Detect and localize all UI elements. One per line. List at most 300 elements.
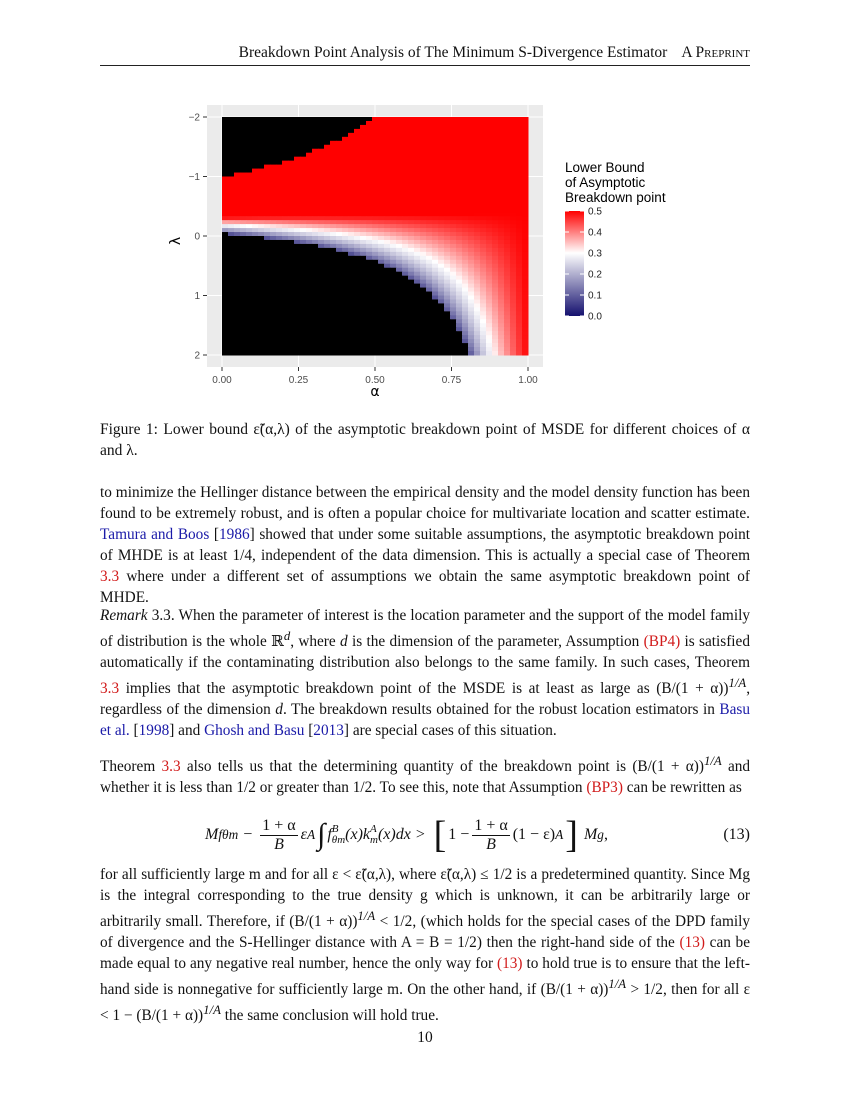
heatmap-cell <box>228 240 235 244</box>
heatmap-cell <box>498 248 505 252</box>
heatmap-cell <box>504 161 511 165</box>
heatmap-cell <box>246 311 253 315</box>
heatmap-cell <box>510 307 517 311</box>
heatmap-cell <box>318 288 325 292</box>
heatmap-cell <box>504 288 511 292</box>
heatmap-cell <box>498 315 505 319</box>
citation-tamura-boos[interactable]: Tamura and Boos <box>100 526 210 543</box>
heatmap-cell <box>468 323 475 327</box>
heatmap-cell <box>474 137 481 141</box>
heatmap-cell <box>372 323 379 327</box>
citation-ghosh-basu-year[interactable]: 2013 <box>313 722 344 740</box>
heatmap-cell <box>294 323 301 327</box>
heatmap-cell <box>498 133 505 137</box>
heatmap-cell <box>402 129 409 133</box>
heatmap-cell <box>300 117 307 121</box>
heatmap-cell <box>372 335 379 339</box>
heatmap-cell <box>474 177 481 181</box>
heatmap-cell <box>420 351 427 355</box>
heatmap-cell <box>306 292 313 296</box>
heatmap-cell <box>384 339 391 343</box>
heatmap-cell <box>252 260 259 264</box>
heatmap-cell <box>402 351 409 355</box>
ref-equation-13[interactable]: (13) <box>679 934 705 952</box>
heatmap-cell <box>264 133 271 137</box>
heatmap-cell <box>468 252 475 256</box>
heatmap-cell <box>474 196 481 200</box>
heatmap-cell <box>426 236 433 240</box>
heatmap-cell <box>276 252 283 256</box>
heatmap-cell <box>468 303 475 307</box>
heatmap-cell <box>294 216 301 220</box>
heatmap-cell <box>522 351 529 355</box>
heatmap-cell <box>492 157 499 161</box>
heatmap-cell <box>408 133 415 137</box>
heatmap-cell <box>420 196 427 200</box>
heatmap-cell <box>396 307 403 311</box>
heatmap-cell <box>372 129 379 133</box>
heatmap-cell <box>450 351 457 355</box>
heatmap-cell <box>228 339 235 343</box>
heatmap-cell <box>330 296 337 300</box>
heatmap-cell <box>384 260 391 264</box>
heatmap-cell <box>342 149 349 153</box>
heatmap-cell <box>378 161 385 165</box>
heatmap-cell <box>414 228 421 232</box>
citation-basu[interactable]: Basu et al. <box>100 701 751 740</box>
heatmap-cell <box>336 351 343 355</box>
heatmap-cell <box>318 161 325 165</box>
heatmap-cell <box>222 323 229 327</box>
heatmap-cell <box>264 268 271 272</box>
heatmap-cell <box>348 232 355 236</box>
heatmap-cell <box>288 184 295 188</box>
heatmap-cell <box>282 200 289 204</box>
heatmap-cell <box>294 299 301 303</box>
heatmap-cell <box>312 220 319 224</box>
heatmap-cell <box>324 268 331 272</box>
heatmap-cell <box>360 248 367 252</box>
heatmap-cell <box>276 260 283 264</box>
heatmap-cell <box>318 299 325 303</box>
heatmap-cell <box>492 351 499 355</box>
heatmap-cell <box>486 343 493 347</box>
heatmap-cell <box>312 343 319 347</box>
heatmap-cell <box>462 299 469 303</box>
heatmap-cell <box>342 188 349 192</box>
heatmap-cell <box>282 125 289 129</box>
heatmap-cell <box>246 177 253 181</box>
heatmap-cell <box>468 244 475 248</box>
heatmap-cell <box>474 180 481 184</box>
heatmap-cell <box>366 335 373 339</box>
legend-tick-label: 0.5 <box>588 206 602 218</box>
heatmap-cell <box>318 335 325 339</box>
heatmap-cell <box>330 272 337 276</box>
heatmap-cell <box>396 196 403 200</box>
heatmap-cell <box>456 276 463 280</box>
heatmap-cell <box>360 319 367 323</box>
heatmap-cell <box>342 272 349 276</box>
heatmap-cell <box>414 165 421 169</box>
heatmap-cell <box>324 339 331 343</box>
ref-assumption-bp4[interactable]: (BP4) <box>643 633 681 651</box>
heatmap-cell <box>468 315 475 319</box>
heatmap-cell <box>414 248 421 252</box>
heatmap-cell <box>480 196 487 200</box>
heatmap-cell <box>396 315 403 319</box>
heatmap-cell <box>444 284 451 288</box>
heatmap-cell <box>510 339 517 343</box>
heatmap-cell <box>396 256 403 260</box>
heatmap-cell <box>396 149 403 153</box>
heatmap-cell <box>342 129 349 133</box>
ref-assumption-bp3[interactable]: (BP3) <box>586 779 623 797</box>
heatmap-cell <box>282 177 289 181</box>
heatmap-cell <box>240 180 247 184</box>
heatmap-cell <box>240 268 247 272</box>
superscript-1-over-a: 1/A <box>703 754 722 768</box>
heatmap-cell <box>384 327 391 331</box>
heatmap-cell <box>306 177 313 181</box>
heatmap-cell <box>288 161 295 165</box>
heatmap-cell <box>492 319 499 323</box>
heatmap-cell <box>450 299 457 303</box>
heatmap-cell <box>234 200 241 204</box>
heatmap-cell <box>414 323 421 327</box>
heatmap-cell <box>438 141 445 145</box>
heatmap-cell <box>330 343 337 347</box>
heatmap-cell <box>342 180 349 184</box>
heatmap-cell <box>246 252 253 256</box>
heatmap-cell <box>474 121 481 125</box>
heatmap-cell <box>468 204 475 208</box>
heatmap-cell <box>360 331 367 335</box>
heatmap-cell <box>330 292 337 296</box>
eq-symbol: , <box>603 826 608 843</box>
heatmap-cell <box>372 343 379 347</box>
heatmap-cell <box>348 216 355 220</box>
heatmap-cell <box>336 335 343 339</box>
heatmap-cell <box>420 204 427 208</box>
heatmap-cell <box>300 196 307 200</box>
heatmap-cell <box>222 244 229 248</box>
heatmap-cell <box>420 220 427 224</box>
heatmap-cell <box>300 284 307 288</box>
heatmap-cell <box>246 180 253 184</box>
heatmap-cell <box>228 272 235 276</box>
heatmap-cell <box>318 200 325 204</box>
heatmap-cell <box>348 192 355 196</box>
heatmap-cell <box>426 200 433 204</box>
heatmap-cell <box>522 252 529 256</box>
heatmap-cell <box>468 192 475 196</box>
heatmap-cell <box>408 307 415 311</box>
heatmap-cell <box>282 240 289 244</box>
heatmap-cell <box>408 236 415 240</box>
heatmap-cell <box>402 169 409 173</box>
heatmap-cell <box>330 288 337 292</box>
heatmap-cell <box>408 339 415 343</box>
heatmap-cell <box>516 149 523 153</box>
remark-text: . The breakdown results obtained for the robust location estimators in <box>282 701 715 719</box>
heatmap-cell <box>396 311 403 315</box>
heatmap-cell <box>414 244 421 248</box>
heatmap-cell <box>498 347 505 351</box>
heatmap-cell <box>390 315 397 319</box>
heatmap-cell <box>234 272 241 276</box>
heatmap-cell <box>240 117 247 121</box>
heatmap-cell <box>504 157 511 161</box>
heatmap-cell <box>282 339 289 343</box>
heatmap-cell <box>504 232 511 236</box>
heatmap-cell <box>276 224 283 228</box>
heatmap-cell <box>330 315 337 319</box>
heatmap-cell <box>408 212 415 216</box>
heatmap-cell <box>498 252 505 256</box>
heatmap-cell <box>264 260 271 264</box>
heatmap-cell <box>438 335 445 339</box>
heatmap-cell <box>378 240 385 244</box>
heatmap-cell <box>276 343 283 347</box>
heatmap-cell <box>258 169 265 173</box>
heatmap-cell <box>270 133 277 137</box>
heatmap-cell <box>348 117 355 121</box>
heatmap-cell <box>372 264 379 268</box>
heatmap-cell <box>498 232 505 236</box>
heatmap-cell <box>438 315 445 319</box>
heatmap-cell <box>306 232 313 236</box>
heatmap-cell <box>294 180 301 184</box>
eq-superscript: A <box>306 827 316 842</box>
citation-basu-year[interactable]: 1998 <box>138 722 170 740</box>
heatmap-cell <box>258 292 265 296</box>
heatmap-cell <box>306 165 313 169</box>
heatmap-cell <box>450 331 457 335</box>
heatmap-cell <box>486 184 493 188</box>
heatmap-cell <box>492 307 499 311</box>
heatmap-cell <box>432 296 439 300</box>
heatmap-cell <box>420 311 427 315</box>
heatmap-cell <box>402 216 409 220</box>
heatmap-cell <box>306 276 313 280</box>
heatmap-cell <box>462 133 469 137</box>
heatmap-cell <box>360 184 367 188</box>
heatmap-cell <box>324 224 331 228</box>
heatmap-cell <box>504 327 511 331</box>
heatmap-cell <box>378 212 385 216</box>
heatmap-cell <box>378 165 385 169</box>
heatmap-cell <box>462 327 469 331</box>
heatmap-cell <box>240 272 247 276</box>
heatmap-cell <box>354 137 361 141</box>
heatmap-cell <box>390 288 397 292</box>
citation-tamura-boos-year[interactable]: 1986 <box>219 526 250 543</box>
heatmap-cell <box>474 327 481 331</box>
heatmap-cell <box>510 192 517 196</box>
heatmap-cell <box>444 280 451 284</box>
heatmap-cell <box>420 208 427 212</box>
heatmap-cell <box>312 280 319 284</box>
heatmap-cell <box>318 303 325 307</box>
heatmap-cell <box>240 129 247 133</box>
heatmap-cell <box>462 323 469 327</box>
heatmap-cell <box>366 169 373 173</box>
heatmap-cell <box>486 339 493 343</box>
heatmap-cell <box>360 296 367 300</box>
heatmap-cell <box>432 327 439 331</box>
heatmap-cell <box>468 153 475 157</box>
ref-theorem-3-3[interactable]: 3.3 <box>100 680 120 698</box>
heatmap-cell <box>366 161 373 165</box>
heatmap-cell <box>306 335 313 339</box>
heatmap-cell <box>426 240 433 244</box>
heatmap-cell <box>468 121 475 125</box>
heatmap-cell <box>252 303 259 307</box>
heatmap-cell <box>522 188 529 192</box>
heatmap-cell <box>516 192 523 196</box>
heatmap-cell <box>324 117 331 121</box>
heatmap-cell <box>330 232 337 236</box>
heatmap-cell <box>414 347 421 351</box>
heatmap-cell <box>462 141 469 145</box>
heatmap-cell <box>498 188 505 192</box>
heatmap-cell <box>432 173 439 177</box>
heatmap-cell <box>222 347 229 351</box>
heatmap-cell <box>510 296 517 300</box>
ref-equation-13[interactable]: (13) <box>497 955 523 973</box>
heatmap-cell <box>474 153 481 157</box>
heatmap-cell <box>312 307 319 311</box>
heatmap-cell <box>240 192 247 196</box>
heatmap-cell <box>474 236 481 240</box>
heatmap-cell <box>360 212 367 216</box>
heatmap-cell <box>312 339 319 343</box>
heatmap-cell <box>396 141 403 145</box>
heatmap-cell <box>294 284 301 288</box>
heatmap-cell <box>330 248 337 252</box>
heatmap-cell <box>270 303 277 307</box>
heatmap-cell <box>282 121 289 125</box>
heatmap-cell <box>318 212 325 216</box>
heatmap-cell <box>330 264 337 268</box>
heatmap-cell <box>468 284 475 288</box>
remark-text: is the dimension of the parameter, Assumption <box>351 633 640 651</box>
eq-fraction <box>472 817 509 854</box>
heatmap-cell <box>426 216 433 220</box>
heatmap-cell <box>342 268 349 272</box>
heatmap-cell <box>456 299 463 303</box>
heatmap-cell <box>456 236 463 240</box>
heatmap-cell <box>522 180 529 184</box>
heatmap-cell <box>306 244 313 248</box>
heatmap-cell <box>426 244 433 248</box>
heatmap-cell <box>510 335 517 339</box>
heatmap-cell <box>252 343 259 347</box>
heatmap-cell <box>264 296 271 300</box>
heatmap-cell <box>288 343 295 347</box>
superscript-1-over-a: 1/A <box>357 909 376 923</box>
y-tick-label: −1 <box>188 172 200 183</box>
heatmap-cell <box>222 212 229 216</box>
heatmap-cell <box>504 220 511 224</box>
heatmap-cell <box>450 327 457 331</box>
eq-fraction-denominator: B <box>486 835 496 853</box>
heatmap-cell <box>270 272 277 276</box>
heatmap-cell <box>402 292 409 296</box>
heatmap-cell <box>240 335 247 339</box>
heatmap-cell <box>492 188 499 192</box>
heatmap-cell <box>324 323 331 327</box>
heatmap-cell <box>396 248 403 252</box>
heatmap-cell <box>486 165 493 169</box>
heatmap-cell <box>330 208 337 212</box>
heatmap-cell <box>324 169 331 173</box>
heatmap-cell <box>252 216 259 220</box>
heatmap-cell <box>390 292 397 296</box>
heatmap-cell <box>486 319 493 323</box>
heatmap-cell <box>468 145 475 149</box>
heatmap-cell <box>444 184 451 188</box>
heatmap-cell <box>426 252 433 256</box>
heatmap-cell <box>222 339 229 343</box>
heatmap-cell <box>468 232 475 236</box>
heatmap-cell <box>378 188 385 192</box>
heatmap-cell <box>312 296 319 300</box>
heatmap-cell <box>330 276 337 280</box>
heatmap-cell <box>408 288 415 292</box>
heatmap-cell <box>312 256 319 260</box>
heatmap-cell <box>336 299 343 303</box>
heatmap-cell <box>450 137 457 141</box>
ref-theorem-3-3[interactable]: 3.3 <box>161 758 181 776</box>
heatmap-cell <box>426 224 433 228</box>
eq-symbol: (1 − ε) <box>512 826 556 843</box>
heatmap-cell <box>486 268 493 272</box>
heatmap-cell <box>396 177 403 181</box>
heatmap-cell <box>222 216 229 220</box>
ref-theorem-3-3[interactable]: 3.3 <box>100 568 120 585</box>
heatmap-cell <box>342 125 349 129</box>
heatmap-cell <box>384 196 391 200</box>
heatmap-cell <box>480 284 487 288</box>
heatmap-cell <box>270 284 277 288</box>
heatmap-cell <box>444 161 451 165</box>
heatmap-cell <box>462 252 469 256</box>
heatmap-cell <box>222 204 229 208</box>
citation-ghosh-basu[interactable]: Ghosh and Basu <box>204 722 305 740</box>
heatmap-cell <box>294 153 301 157</box>
heatmap-cell <box>276 347 283 351</box>
heatmap-cell <box>486 177 493 181</box>
heatmap-cell <box>504 335 511 339</box>
heatmap-cell <box>294 315 301 319</box>
heatmap-cell <box>492 232 499 236</box>
heatmap-cell <box>354 117 361 121</box>
heatmap-cell <box>324 232 331 236</box>
heatmap-cell <box>516 157 523 161</box>
heatmap-cell <box>348 327 355 331</box>
heatmap-cell <box>240 288 247 292</box>
heatmap-cell <box>456 280 463 284</box>
heatmap-cell <box>222 169 229 173</box>
heatmap-cell <box>360 323 367 327</box>
heatmap-cell <box>300 343 307 347</box>
heatmap-cell <box>480 200 487 204</box>
heatmap-cell <box>372 296 379 300</box>
heatmap-cell <box>240 331 247 335</box>
heatmap-cell <box>480 335 487 339</box>
